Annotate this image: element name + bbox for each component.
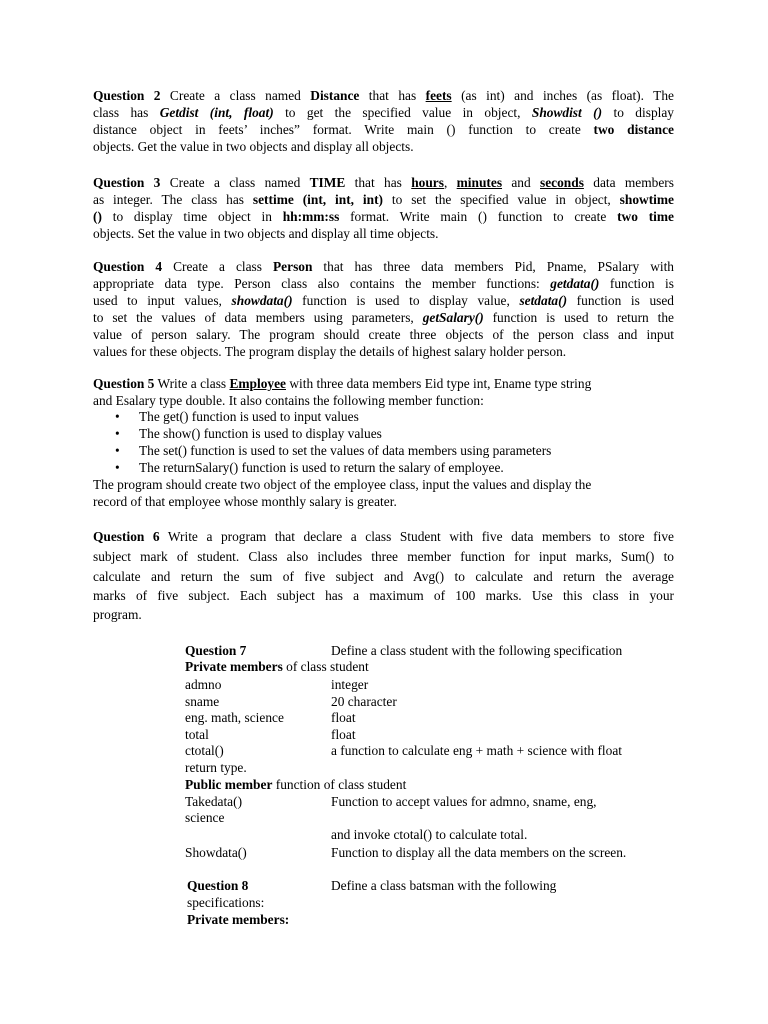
q8-private-heading: Private members: [187, 912, 290, 927]
spec-value: integer [331, 677, 369, 692]
spec-key: Takedata() [185, 794, 243, 809]
spec-key: ctotal() [185, 743, 224, 758]
spec-value: Function to accept values for admno, sname, eng, [331, 794, 597, 809]
q8-description: Define a class batsman with the following [331, 878, 557, 893]
q5-line-2: and Esalary type double. It also contains the following member function: [93, 393, 484, 408]
q3-line-1: Question 3 Create a class named TIME that has hours, minutes and seconds data members [93, 175, 674, 190]
q6-line-2: subject mark of student. Class also includes three member function for input marks, Sum() to [93, 549, 674, 564]
q4-line-1: Question 4 Create a class Person that has three data members Pid, Pname, PSalary with [93, 259, 674, 274]
q5-label: Question 5 [93, 376, 155, 391]
spec-value: a function to calculate eng + math + science with float [331, 743, 622, 758]
q7-label: Question 7 [185, 643, 247, 658]
q4-line-3: used to input values, showdata() function is used to display value, setdata() function is used [93, 293, 675, 308]
q2-line-2: class has Getdist (int, float) to get the specified value in object, Showdist () to display [93, 105, 674, 120]
q6-line-4: marks of five subject. Each subject has a maximum of 100 marks. Use this class in your [93, 588, 674, 603]
bullet-icon: • [115, 426, 120, 441]
q8-label: Question 8 [187, 878, 249, 893]
q3-line-2: as integer. The class has settime (int, int, int) to set the specified value in object, showtime [93, 192, 674, 207]
q2-line-4: objects. Get the value in two objects and display all objects. [93, 139, 414, 154]
spec-value: and invoke ctotal() to calculate total. [331, 827, 528, 842]
bullet-icon: • [115, 443, 120, 458]
q7-description: Define a class student with the following specification [331, 643, 623, 658]
spec-value: 20 character [331, 694, 397, 709]
bullet-icon: • [115, 409, 120, 424]
q4-label: Question 4 [93, 259, 163, 274]
q6-line-3: calculate and return the sum of five subject and Avg() to calculate and return the average [93, 569, 674, 584]
spec-key: Showdata() [185, 845, 247, 860]
spec-continuation: science [185, 810, 225, 825]
q7-public-heading: Public member function of class student [185, 777, 407, 792]
spec-key: total [185, 727, 209, 742]
q4-line-2: appropriate data type. Person class also contains the member functions: getdata() function is [93, 276, 674, 291]
q2-line-1: Question 2 Create a class named Distance that has feets (as int) and inches (as float). The [93, 88, 674, 103]
q8-specifications: specifications: [187, 895, 265, 910]
spec-value: Function to display all the data members on the screen. [331, 845, 627, 860]
q5-line-1: Question 5 Write a class Employee with three data members Eid type int, Ename type string [93, 376, 592, 391]
q2-label: Question 2 [93, 88, 161, 103]
q3-label: Question 3 [93, 175, 161, 190]
q3-line-3: () to display time object in hh:mm:ss format. Write main () function to create two time [93, 209, 674, 224]
q4-line-5: value of person salary. The program should create three objects of the person class and input [93, 327, 674, 342]
q5-line-8: record of that employee whose monthly salary is greater. [93, 494, 397, 509]
spec-value: float [331, 727, 356, 742]
spec-value: float [331, 710, 356, 725]
q7-private-heading: Private members of class student [185, 659, 369, 674]
q2-line-3: distance object in feets’ inches” format. Write main () function to create two distance [93, 122, 674, 137]
spec-key: admno [185, 677, 222, 692]
spec-key: eng. math, science [185, 710, 284, 725]
list-item: • The show() function is used to display values [115, 426, 382, 441]
q6-line-5: program. [93, 607, 142, 622]
spec-continuation: return type. [185, 760, 247, 775]
q6-line-1: Question 6 Write a program that declare a class Student with five data members to store five [93, 529, 674, 544]
q4-line-4: to set the values of data members using parameters, getSalary() function is used to return the [93, 310, 674, 325]
q6-label: Question 6 [93, 529, 160, 544]
q3-line-4: objects. Set the value in two objects and display all time objects. [93, 226, 439, 241]
q5-line-7: The program should create two object of the employee class, input the values and display the [93, 477, 592, 492]
list-item: • The set() function is used to set the values of data members using parameters [115, 443, 552, 458]
list-item: • The returnSalary() function is used to return the salary of employee. [115, 460, 504, 475]
bullet-icon: • [115, 460, 120, 475]
q4-line-6: values for these objects. The program display the details of highest salary holder person. [93, 344, 567, 359]
list-item: • The get() function is used to input values [115, 409, 359, 424]
spec-key: sname [185, 694, 220, 709]
